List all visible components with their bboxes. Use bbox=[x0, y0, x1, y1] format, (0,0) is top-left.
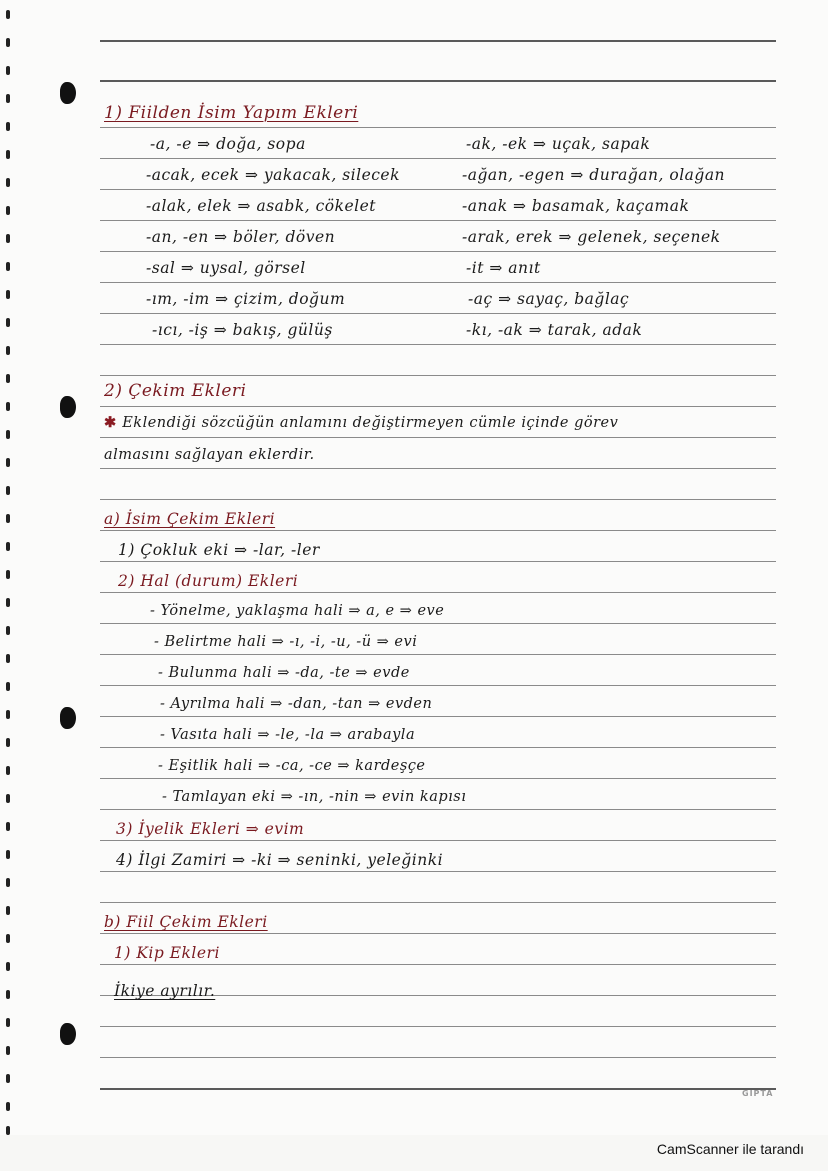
ruled-line bbox=[100, 933, 776, 934]
ruled-line bbox=[100, 623, 776, 624]
section1-title: 1) Fiilden İsim Yapım Ekleri bbox=[104, 103, 359, 123]
ruled-line bbox=[100, 716, 776, 717]
ruled-line bbox=[100, 1026, 776, 1027]
ruled-line bbox=[100, 1057, 776, 1058]
scanner-watermark: CamScanner ile tarandı bbox=[656, 1141, 804, 1157]
case-item: - Ayrılma hali ⇒ -dan, -tan ⇒ evden bbox=[160, 696, 433, 712]
case-item: - Yönelme, yaklaşma hali ⇒ a, e ⇒ eve bbox=[150, 603, 445, 619]
ruled-line bbox=[100, 344, 776, 345]
section1-right-item: -kı, -ak ⇒ tarak, adak bbox=[466, 321, 643, 339]
ruled-line bbox=[100, 375, 776, 376]
section1-left-item: -alak, elek ⇒ asabk, cökelet bbox=[146, 197, 377, 215]
ruled-line bbox=[100, 1088, 776, 1090]
section2-title: 2) Çekim Ekleri bbox=[104, 381, 247, 401]
asterisk-icon: ✱ bbox=[104, 414, 123, 431]
punch-hole bbox=[60, 707, 76, 729]
spiral-binding bbox=[0, 0, 14, 1135]
definition-text: Eklendiği sözcüğün anlamını değiştirmeyen cümle içinde görev bbox=[122, 415, 619, 431]
ruled-line bbox=[100, 158, 776, 159]
ruled-line bbox=[100, 902, 776, 903]
punch-hole bbox=[60, 1023, 76, 1045]
ruled-line bbox=[100, 80, 776, 82]
ruled-line bbox=[100, 747, 776, 748]
case-item: - Vasıta hali ⇒ -le, -la ⇒ arabayla bbox=[160, 727, 416, 743]
suffix-item: 2) Hal (durum) Ekleri bbox=[118, 572, 299, 590]
section1-right-item: -it ⇒ anıt bbox=[466, 259, 541, 277]
ruled-line bbox=[100, 282, 776, 283]
case-item: - Eşitlik hali ⇒ -ca, -ce ⇒ kardeşçe bbox=[158, 758, 426, 774]
section1-right-item: -ak, -ek ⇒ uçak, sapak bbox=[466, 135, 651, 153]
case-item: - Belirtme hali ⇒ -ı, -i, -u, -ü ⇒ evi bbox=[154, 634, 418, 650]
ruled-line bbox=[100, 530, 776, 531]
ruled-line bbox=[100, 778, 776, 779]
ruled-line bbox=[100, 189, 776, 190]
ruled-line bbox=[100, 561, 776, 562]
section1-left-item: -an, -en ⇒ böler, döven bbox=[146, 228, 336, 246]
suffix-item: 3) İyelik Ekleri ⇒ evim bbox=[116, 820, 305, 838]
section1-left-item: -ıcı, -iş ⇒ bakış, gülüş bbox=[152, 321, 333, 339]
notebook-brand-logo: GIPTA bbox=[742, 1089, 774, 1098]
section1-right-item: -arak, erek ⇒ gelenek, seçenek bbox=[462, 228, 721, 246]
ruled-line bbox=[100, 251, 776, 252]
subsection-b-title: b) Fiil Çekim Ekleri bbox=[104, 913, 268, 931]
ruled-line bbox=[100, 468, 776, 469]
ruled-line bbox=[100, 40, 776, 42]
case-item: - Bulunma hali ⇒ -da, -te ⇒ evde bbox=[158, 665, 410, 681]
section1-right-item: -aç ⇒ sayaç, bağlaç bbox=[468, 290, 630, 308]
punch-hole bbox=[60, 396, 76, 418]
ruled-line bbox=[100, 685, 776, 686]
ruled-line bbox=[100, 871, 776, 872]
suffix-item: 4) İlgi Zamiri ⇒ -ki ⇒ seninki, yeleğinki bbox=[116, 851, 444, 869]
ruled-line bbox=[100, 406, 776, 407]
subsection-a-title: a) İsim Çekim Ekleri bbox=[104, 510, 276, 528]
case-item: - Tamlayan eki ⇒ -ın, -nin ⇒ evin kapısı bbox=[162, 789, 467, 805]
ruled-line bbox=[100, 592, 776, 593]
suffix-item: 1) Kip Ekleri bbox=[114, 944, 220, 962]
section1-left-item: -ım, -im ⇒ çizim, doğum bbox=[146, 290, 346, 308]
section1-right-item: -anak ⇒ basamak, kaçamak bbox=[462, 197, 690, 215]
ruled-line bbox=[100, 654, 776, 655]
ruled-line bbox=[100, 313, 776, 314]
definition-line bbox=[104, 414, 618, 431]
ruled-line bbox=[100, 127, 776, 128]
ruled-line bbox=[100, 964, 776, 965]
section1-right-item: -ağan, -egen ⇒ durağan, olağan bbox=[462, 166, 726, 184]
note-text: İkiye ayrılır. bbox=[114, 982, 216, 1000]
section1-left-item: -a, -e ⇒ doğa, sopa bbox=[150, 135, 306, 153]
ruled-line bbox=[100, 437, 776, 438]
punch-hole bbox=[60, 82, 76, 104]
ruled-line bbox=[100, 220, 776, 221]
definition-line-2: almasını sağlayan eklerdir. bbox=[104, 447, 315, 463]
ruled-line bbox=[100, 840, 776, 841]
ruled-line bbox=[100, 809, 776, 810]
section1-left-item: -acak, ecek ⇒ yakacak, silecek bbox=[146, 166, 400, 184]
ruled-line bbox=[100, 499, 776, 500]
section1-left-item: -sal ⇒ uysal, görsel bbox=[146, 259, 306, 277]
suffix-item: 1) Çokluk eki ⇒ -lar, -ler bbox=[118, 541, 320, 559]
